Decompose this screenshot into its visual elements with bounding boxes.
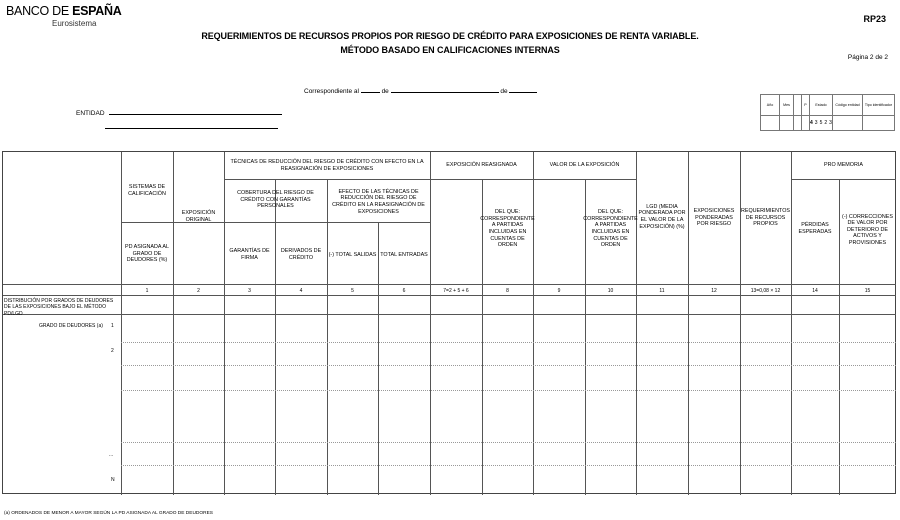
col-number: 9 [557,287,561,294]
col-number: 13=0,08 × 12 [750,287,781,294]
group-reassigned-header: EXPOSICIÓN REASIGNADA [446,162,517,169]
entity-field[interactable] [109,107,282,115]
bank-logo-subtitle: Eurosistema [52,19,97,28]
entity-line [76,107,282,117]
page-title-line2: MÉTODO BASADO EN CALIFICACIONES INTERNAS [340,45,560,55]
col-pd-header: PD ASIGNADA AL GRADO DE DEUDORES (%) [124,244,170,264]
group-exposure-value-header: VALOR DE LA EXPOSICIÓN [549,162,620,169]
col-guarantees-header: GARANTÍAS DE FIRMA [229,248,270,261]
group-crm-header: TÉCNICAS DE REDUCCIÓN DEL RIESGO DE CRÉDITO CON EFECTO EN LA REASIGNACIÓN DE EXPOSICIONES [230,158,424,172]
id-label-p: P [802,95,810,116]
row-distribution-label: DISTRIBUCIÓN POR GRADOS DE DEUDORES DE LAS EXPOSICIONES BAJO EL MÉTODO PD/LGD [4,298,114,317]
col-number: 11 [659,287,665,294]
col-number: 7=2 + 5 + 6 [443,287,469,294]
period-de-2: de [500,88,508,95]
col-number: 4 [299,287,303,294]
identification-box [760,94,894,131]
col-value-adjustments-header: (-) CORRECCIONES DE VALOR POR DETERIORO DE ACTIVOS Y PROVISIONES [842,213,893,246]
col-number: 6 [402,287,406,294]
col-expected-loss-header: PÉRDIDAS ESPERADAS [798,222,832,235]
row-grade-1: 1 [111,323,114,329]
col-credit-derivatives-header: DERIVADOS DE CRÉDITO [280,248,322,261]
col-number: 3 [248,287,251,294]
col-off-balance-1-header: DEL QUE: CORRESPONDIENTE A PARTIDAS INCLUIDAS EN CUENTAS DE ORDEN [480,209,535,249]
main-table [2,151,896,494]
id-code-digit-5: 3 [829,120,834,126]
row-grade-n: N [111,477,115,483]
col-number: 12 [711,287,717,294]
id-code-digit-3: 5 [819,120,825,126]
id-month-cells[interactable] [780,116,794,131]
entity-field-line2[interactable] [105,128,278,129]
sub-personal-guarantees-header: COBERTURA DEL RIESGO DE CRÉDITO CON GARANTÍAS PERSONALES [237,190,314,210]
period-line [304,85,537,95]
col-lgd-header: LGD (MEDIA PONDERADA POR EL VALOR DE LA EXPOSICIÓN) (%) [638,203,686,230]
period-month-field[interactable] [391,85,499,93]
form-code: RP23 [863,14,886,24]
id-label-blank [794,95,802,116]
id-code-digit-4: 2 [824,120,830,126]
bank-logo [6,4,121,18]
col-capital-req-header: REQUERIMIENTOS DE RECURSOS PROPIOS [740,208,791,228]
sub-crm-effect-header: EFECTO DE LAS TÉCNICAS DE REDUCCIÓN DEL RIESGO DE CRÉDITO EN LA REASIGNACIÓN DE EXPOSICIONES [332,188,425,215]
period-prefix: Correspondiente al [304,88,359,95]
col-rating-systems-header: SISTEMAS DE CALIFICACIÓN [128,184,166,197]
col-total-in-header: TOTAL ENTRADAS [380,251,428,258]
period-de-1: de [381,88,389,95]
col-number: 14 [812,287,818,294]
period-day-field[interactable] [361,85,380,93]
group-memo-header: PRO MEMORIA [824,162,863,169]
bank-logo-prefix: BANCO DE [6,4,73,18]
row-grade-2: 2 [111,348,114,354]
row-grade-label: GRADO DE DEUDORES (a) [39,323,103,329]
col-number: 10 [607,287,614,294]
id-code-digit-1: 4 [810,120,815,126]
row-grade-dots: ... [109,452,114,458]
bank-logo-bold: ESPAÑA [72,4,122,18]
col-off-balance-2-header: DEL QUE: CORRESPONDIENTE A PARTIDAS INCLUIDAS EN CUENTAS DE ORDEN [583,209,638,249]
footnote: (a) ORDENADOS DE MENOR A MAYOR SEGÚN LA PD ASIGNADA AL GRADO DE DEUDORES [4,511,213,516]
id-p-cell[interactable] [802,116,810,131]
page-number: Página 2 de 2 [847,54,888,61]
id-blank-cell[interactable] [794,116,802,131]
col-total-out-header: (-) TOTAL SALIDAS [328,251,377,258]
col-number: 8 [506,287,509,294]
id-year-cells[interactable] [761,116,780,131]
col-number: 5 [351,287,354,294]
id-code-digit-2: 3 [814,120,820,126]
id-status-code [810,116,833,131]
id-label-entity-code: Código entidad [833,95,863,116]
page-title-line1: REQUERIMIENTOS DE RECURSOS PROPIOS POR RIESGO DE CRÉDITO PARA EXPOSICIONES DE RENTA VARIABLE. [201,31,699,41]
id-identifier-type-cell[interactable] [863,116,895,131]
id-entity-code-cell[interactable] [833,116,863,131]
col-original-exposure-header: EXPOSICIÓN ORIGINAL [181,210,216,223]
period-year-field[interactable] [509,85,537,93]
id-label-status: Estado [810,95,833,116]
id-label-year: Año [761,95,780,116]
id-label-month: Mes [780,95,794,116]
col-number: 1 [145,287,149,294]
col-number: 15 [864,287,871,294]
entity-label: ENTIDAD [76,110,105,117]
col-number: 2 [197,287,200,294]
col-rwa-header: EXPOSICIONES PONDERADAS POR RIESGO [693,208,735,228]
id-label-identifier-type: Tipo identificador [863,95,895,116]
